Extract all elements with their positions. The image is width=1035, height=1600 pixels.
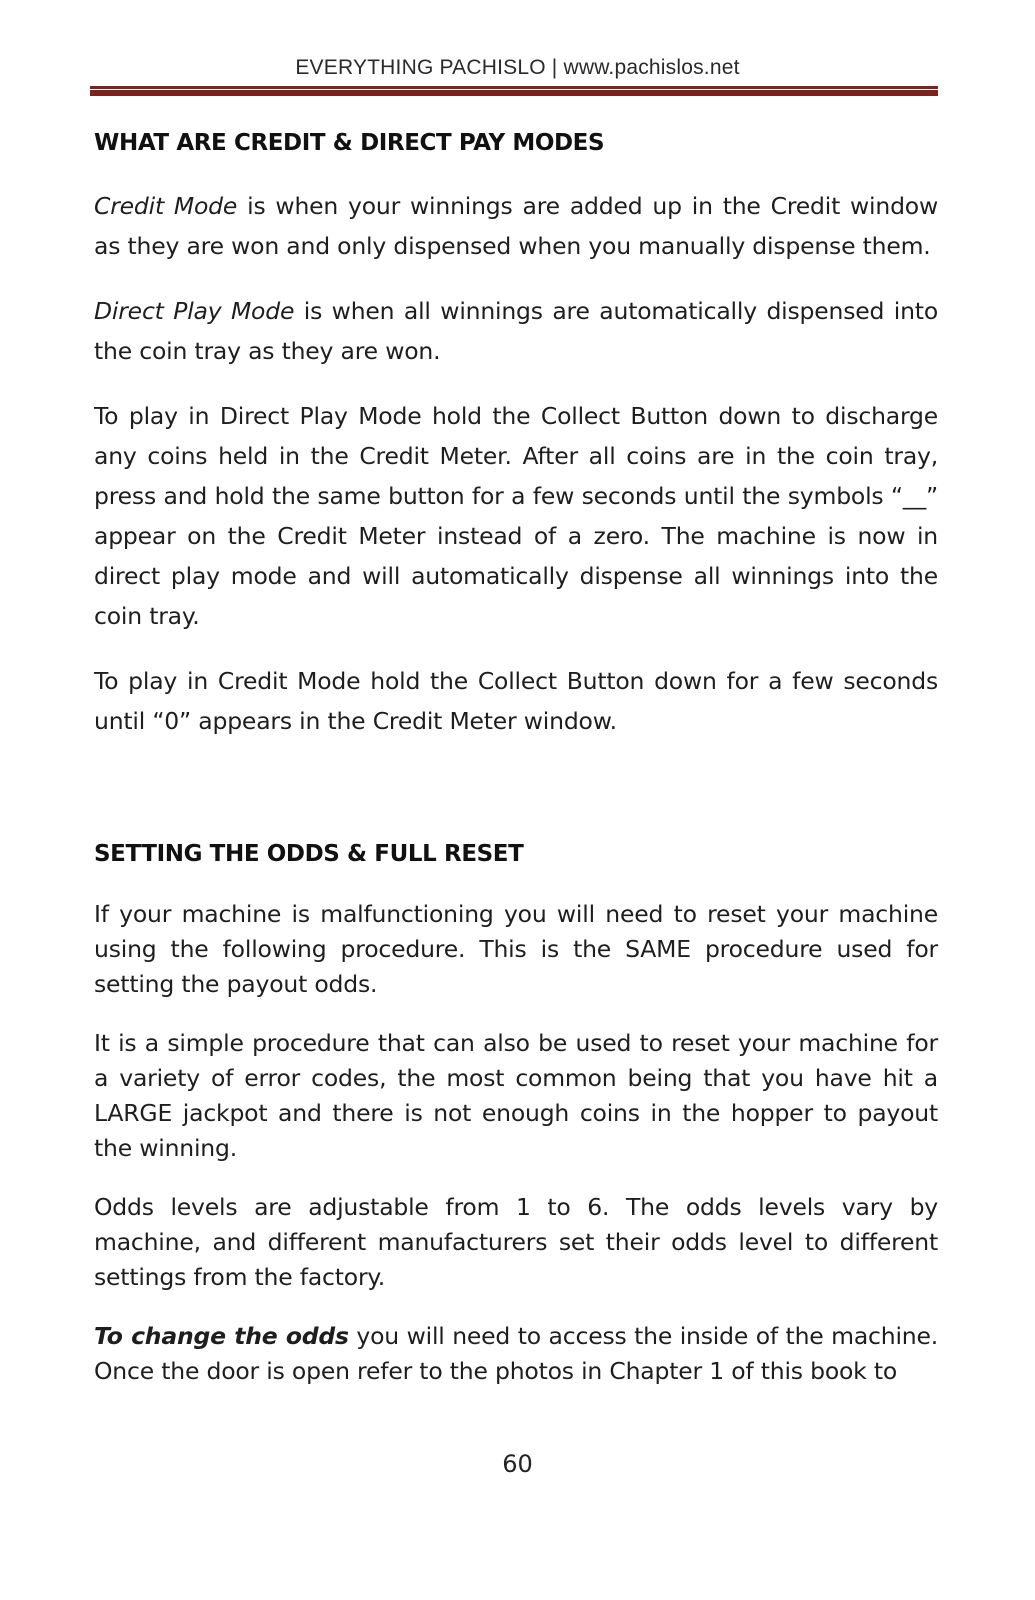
- page-content: [94, 130, 938, 1389]
- header-rule-thick: [90, 90, 938, 96]
- paragraph-direct-play-mode: [94, 291, 938, 371]
- term-direct-play-mode: Direct Play Mode: [94, 297, 295, 325]
- paragraph-direct-play-instructions: To play in Direct Play Mode hold the Collect Button down to discharge any coins held in the Credit Meter. After all coins are in the coin tray, press and hold the same button for a few seconds until the symbols “__” appear on the Credit Meter instead of a zero. The machine is now in direct play mode and will automatically dispense all winnings into the coin tray.: [94, 402, 938, 630]
- header-rule: [90, 86, 938, 97]
- paragraph-credit-mode: [94, 186, 938, 266]
- section-heading: SETTING THE ODDS & FULL RESET: [94, 841, 524, 867]
- paragraph-text: is when all winnings are automatically dispensed into the coin tray as they are won.: [94, 297, 939, 365]
- page-number: 60: [502, 1450, 533, 1478]
- section-credit-direct-pay: [94, 130, 938, 741]
- paragraph-reset-intro: If your machine is malfunctioning you will need to reset your machine using the following procedure. This is the SAME procedure used for setting the payout odds.: [94, 900, 938, 998]
- paragraph-error-codes: It is a simple procedure that can also be used to reset your machine for a variety of error codes, the most common being that you have hit a LARGE jackpot and there is not enough coins in the hopper to payout the winning.: [94, 1029, 938, 1162]
- section-heading: WHAT ARE CREDIT & DIRECT PAY MODES: [94, 130, 605, 156]
- header-rule-thin: [90, 86, 938, 89]
- paragraph-text: you will need to access the inside of the machine. Once the door is open refer to the photos in Chapter 1 of this book to: [94, 1322, 938, 1385]
- paragraph-odds-levels: Odds levels are adjustable from 1 to 6. The odds levels vary by machine, and different manufacturers set their odds level to different settings from the factory.: [94, 1193, 938, 1291]
- emphasis-change-odds: To change the odds: [94, 1322, 349, 1350]
- running-head: EVERYTHING PACHISLO | www.pachislos.net: [295, 56, 740, 79]
- term-credit-mode: Credit Mode: [94, 192, 238, 220]
- paragraph-text: is when your winnings are added up in the Credit window as they are won and only dispensed when you manually dispense them.: [94, 192, 938, 260]
- paragraph-credit-mode-instructions: To play in Credit Mode hold the Collect Button down for a few seconds until “0” appears in the Credit Meter window.: [94, 667, 938, 735]
- paragraph-change-odds: [94, 1319, 938, 1389]
- section-setting-odds: [94, 841, 938, 1389]
